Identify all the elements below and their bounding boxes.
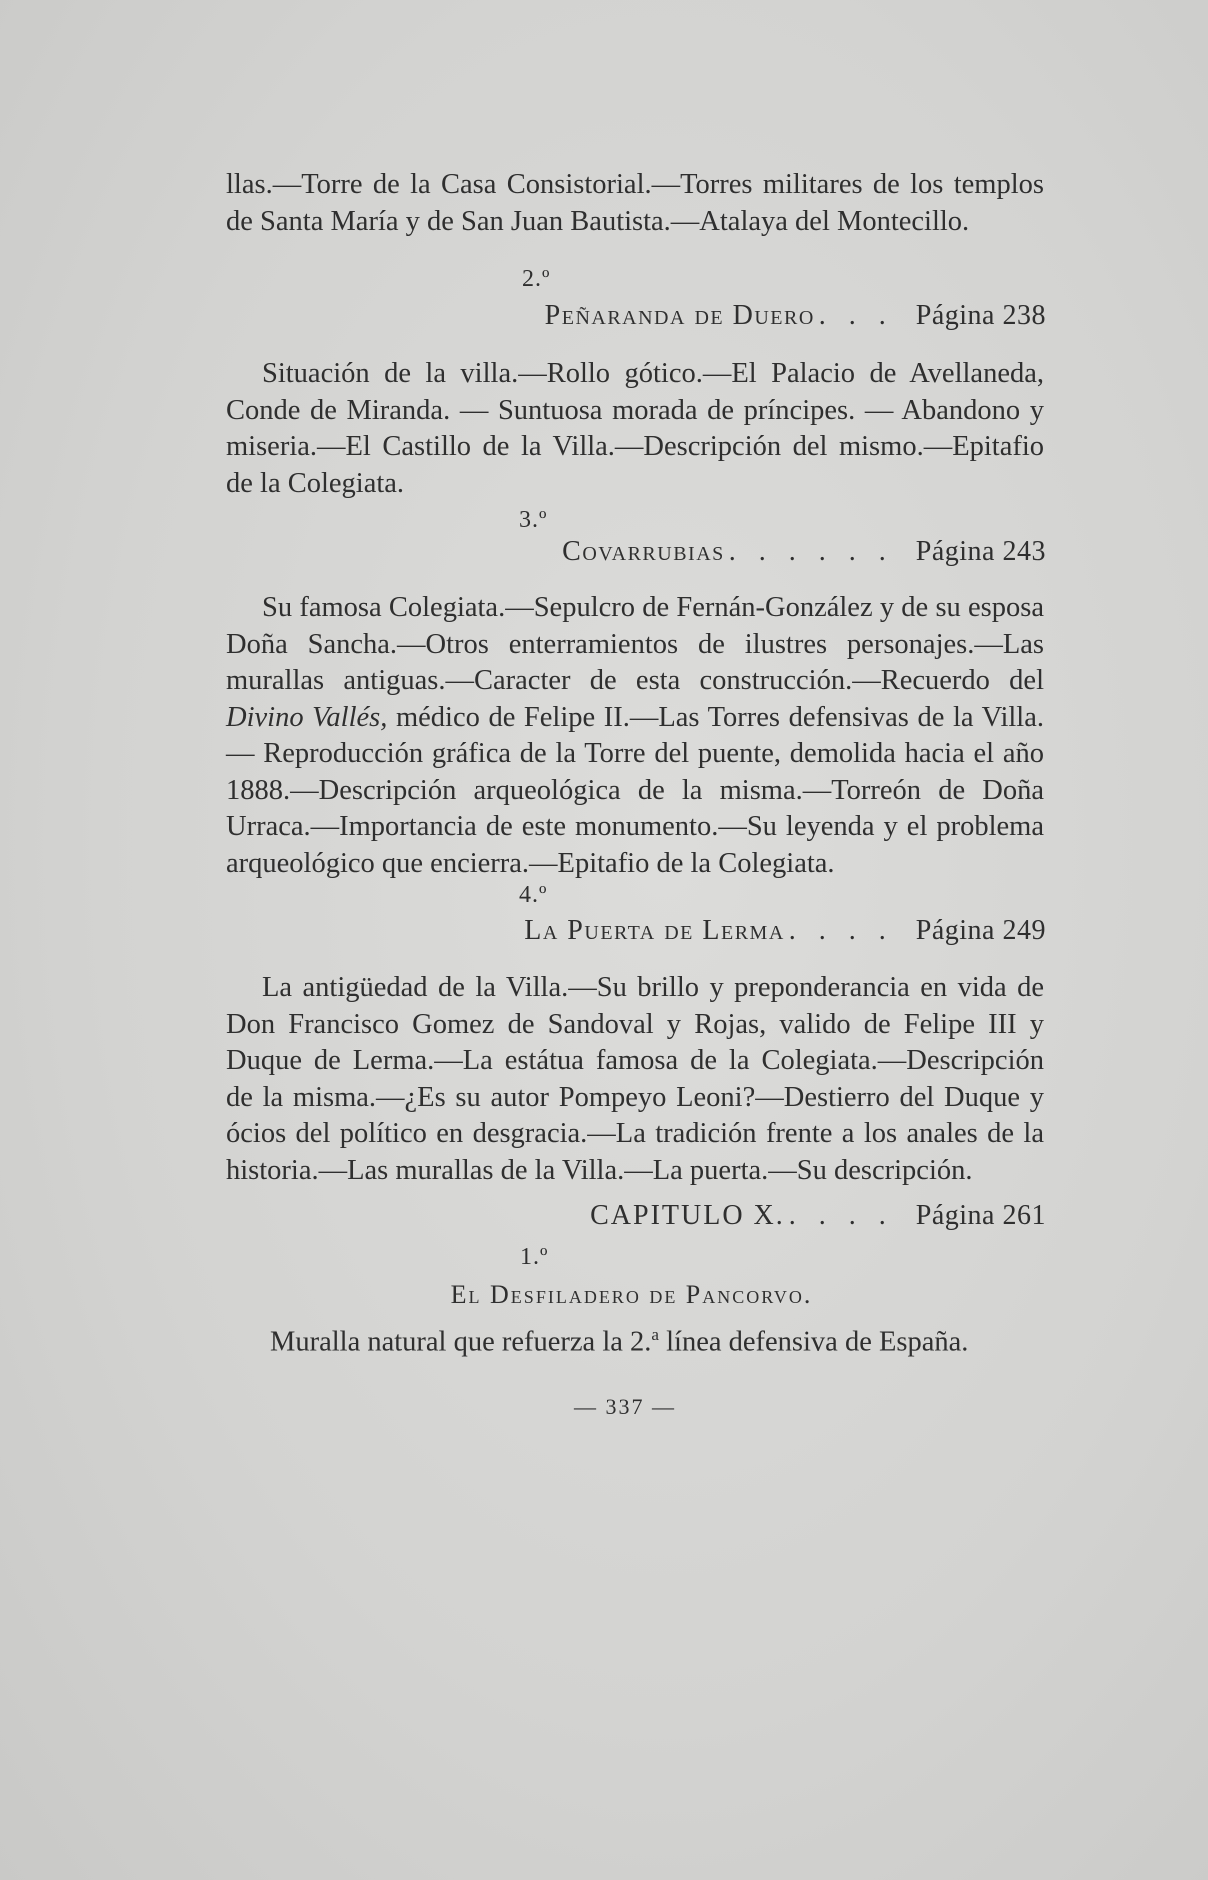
page-reference: Página 243: [915, 536, 1046, 567]
text-part: línea defensiva de España.: [658, 1326, 969, 1358]
superscript: a: [651, 1325, 659, 1344]
leader-dots: . . . . . .: [728, 536, 894, 567]
chapter-subtitle: El Desfiladero de Pancorvo.: [450, 1280, 813, 1309]
section-paragraph: [226, 590, 1044, 882]
page-reference: Página 249: [915, 915, 1046, 946]
intro-paragraph: [226, 167, 1044, 240]
italic-name: Divino Vallés,: [226, 701, 388, 733]
section-heading: [545, 300, 1046, 332]
text-part: Muralla natural que refuerza la 2.: [270, 1326, 652, 1358]
section-paragraph: [226, 970, 1044, 1189]
section-title: Peñaranda de Duero: [544, 300, 815, 331]
page-number: — 337 —: [574, 1394, 676, 1419]
section-heading: [562, 536, 1046, 568]
section-numeral: 2.º: [522, 266, 551, 292]
section-text: Situación de la villa.—Rollo gótico.—El Palacio de Avellaneda, Conde de Miranda. — Suntuosa morada de príncipes. — Abandono y miseria.—El Castillo de la Villa.—Descripción del mismo.—Epitafio de la Colegiata.: [226, 358, 1044, 499]
chapter-text: [270, 1325, 968, 1359]
section-title: La Puerta de Lerma: [524, 915, 785, 946]
section-numeral: 1.º: [520, 1244, 549, 1270]
chapter-heading: [590, 1200, 1046, 1232]
section-title: Covarrubias: [562, 536, 725, 567]
section-numeral: 3.º: [519, 507, 548, 533]
section-heading: [524, 915, 1046, 947]
section-paragraph: [226, 356, 1044, 502]
intro-text: llas.—Torre de la Casa Consistorial.—Torres militares de los templos de Santa María y de San Juan Bautista.—Atalaya del Montecillo.: [226, 169, 1044, 237]
section-text: [226, 590, 1044, 882]
leader-dots: . . . .: [788, 915, 894, 946]
leader-dots: . . . .: [788, 1200, 894, 1231]
leader-dots: . . .: [818, 300, 894, 331]
text-part: médico de Felipe II.—Las Torres defensivas de la Villa. — Reproducción gráfica de la Torre del puente, demolida hacia el año 1888.—Descripción arqueológica de la misma.—Torreón de Doña Urraca.—Importancia de este monumento.—Su leyenda y el problema arqueológico que encierra.—Epitafio de la Colegiata.: [226, 701, 1045, 879]
chapter-title: CAPITULO X.: [590, 1200, 785, 1231]
text-part: Su famosa Colegiata.—Sepulcro de Fernán-González y de su esposa Doña Sancha.—Otros enterramientos de ilustres personajes.—Las murallas antiguas.—Caracter de esta construcción.—Recuerdo del: [226, 592, 1044, 696]
page-reference: Página 238: [915, 300, 1046, 331]
section-numeral: 4.º: [519, 882, 548, 908]
page-reference: Página 261: [915, 1200, 1046, 1231]
section-text: La antigüedad de la Villa.—Su brillo y preponderancia en vida de Don Francisco Gomez de Sandoval y Rojas, valido de Felipe III y Duque de Lerma.—La estátua famosa de la Colegiata.—Descripción de la misma.—¿Es su autor Pompeyo Leoni?—Destierro del Duque y ócios del político en desgracia.—La tradición frente a los anales de la historia.—Las murallas de la Villa.—La puerta.—Su descripción.: [226, 972, 1044, 1186]
